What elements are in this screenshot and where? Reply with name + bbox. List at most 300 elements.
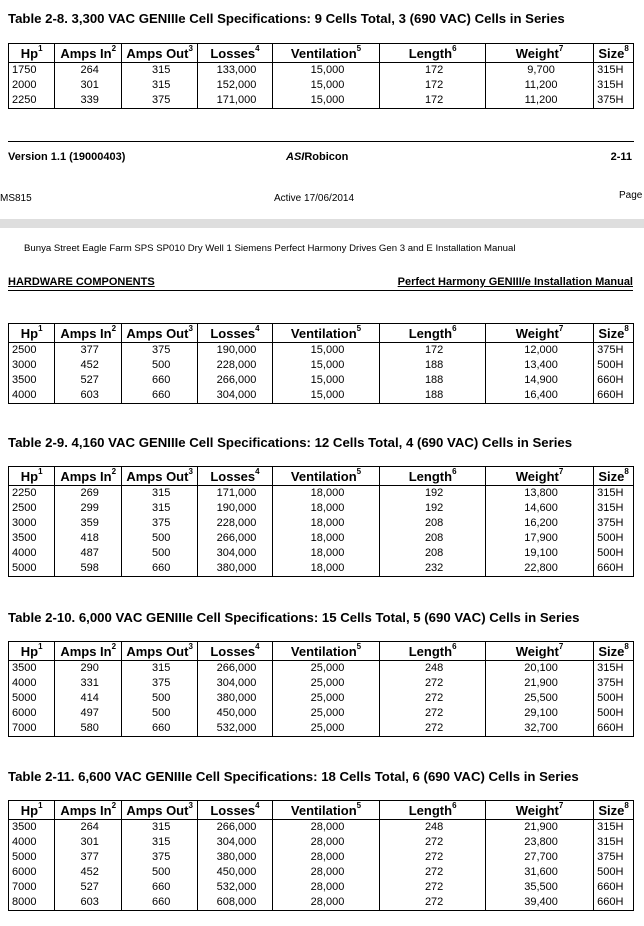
table-cell: 2250: [9, 93, 55, 109]
table-cell: 11,200: [485, 78, 593, 93]
table-cell: 18,000: [272, 531, 380, 546]
table-cell: 500H: [594, 865, 634, 880]
column-header-label: Size: [598, 468, 625, 484]
table-cell: 380,000: [198, 691, 272, 706]
table-row: [9, 516, 634, 531]
column-header-label: Amps Out: [126, 643, 189, 659]
table-cell: 228,000: [198, 358, 272, 373]
table-cell: 5000: [9, 850, 55, 865]
column-header: [122, 467, 198, 486]
table-cell: 660H: [594, 880, 634, 895]
column-header-label: Length: [408, 468, 453, 484]
table-cell: 15,000: [272, 343, 380, 359]
table-cell: 266,000: [198, 373, 272, 388]
column-header: [9, 642, 55, 661]
column-header-label: Hp: [20, 45, 39, 61]
table-cell: 266,000: [198, 820, 272, 836]
table-cell: 375: [122, 516, 198, 531]
table-cell: 16,400: [485, 388, 593, 404]
table-cell: 375H: [594, 676, 634, 691]
table-cell: 272: [380, 865, 486, 880]
footer-rule: [8, 141, 634, 142]
footnote-marker: 6: [452, 800, 457, 810]
column-header-label: Losses: [210, 468, 256, 484]
table-row: [9, 895, 634, 911]
table-cell: 7000: [9, 880, 55, 895]
column-header-label: Amps In: [60, 643, 112, 659]
table-cell: 414: [55, 691, 122, 706]
table-cell: 532,000: [198, 880, 272, 895]
table-cell: 232: [380, 561, 486, 577]
table-2-8: [8, 43, 634, 109]
footnote-marker: 4: [255, 800, 260, 810]
column-header-label: Amps Out: [126, 325, 189, 341]
table-cell: 380,000: [198, 561, 272, 577]
table-row: [9, 721, 634, 737]
table-cell: 375: [122, 93, 198, 109]
footnote-marker: 2: [111, 641, 117, 651]
table-cell: 20,100: [485, 661, 593, 677]
footnote-marker: 6: [452, 323, 457, 333]
table-cell: 315H: [594, 78, 634, 93]
column-header: [594, 642, 634, 661]
table-cell: 272: [380, 835, 486, 850]
table-cell: 172: [380, 93, 486, 109]
column-header: [485, 642, 593, 661]
table-cell: 188: [380, 388, 486, 404]
footnote-marker: 8: [624, 466, 629, 476]
column-header: [122, 44, 198, 63]
column-header-label: Weight: [515, 325, 559, 341]
column-header: [198, 324, 272, 343]
table-cell: 450,000: [198, 706, 272, 721]
table-cell: 208: [380, 546, 486, 561]
table-cell: 660H: [594, 373, 634, 388]
table-cell: 272: [380, 895, 486, 911]
table-cell: 532,000: [198, 721, 272, 737]
footer-brand: [286, 151, 348, 163]
table-cell: 272: [380, 706, 486, 721]
table-row: [9, 850, 634, 865]
table-cell: 17,900: [485, 531, 593, 546]
table-row: [9, 373, 634, 388]
column-header: [594, 467, 634, 486]
footnote-marker: 7: [558, 43, 564, 53]
column-header: [380, 324, 486, 343]
column-header: [9, 801, 55, 820]
table-cell: 5000: [9, 561, 55, 577]
table-cell: 301: [55, 78, 122, 93]
section-heading: HARDWARE COMPONENTS: [8, 276, 155, 288]
table-cell: 22,800: [485, 561, 593, 577]
table-cell: 304,000: [198, 835, 272, 850]
column-header-label: Hp: [20, 643, 39, 659]
table-cell: 487: [55, 546, 122, 561]
table-cell: 266,000: [198, 531, 272, 546]
header-row: [9, 44, 634, 63]
table-cell: 171,000: [198, 486, 272, 502]
table-cell: 660: [122, 721, 198, 737]
table-cell: 2500: [9, 343, 55, 359]
column-header-label: Weight: [515, 643, 559, 659]
column-header-label: Amps In: [60, 325, 112, 341]
table-cell: 28,000: [272, 835, 380, 850]
table-cell: 272: [380, 691, 486, 706]
column-header: [198, 467, 272, 486]
table-cell: 172: [380, 78, 486, 93]
table-cell: 660H: [594, 388, 634, 404]
table-cell: 500: [122, 691, 198, 706]
table-cell: 4000: [9, 676, 55, 691]
column-header-label: Length: [408, 643, 453, 659]
table-2-10-caption: Table 2-10. 6,000 VAC GENIIIe Cell Specifications: 15 Cells Total, 5 (690 VAC) Cells in Series: [8, 610, 580, 625]
footnote-marker: 7: [558, 323, 564, 333]
table-cell: 12,000: [485, 343, 593, 359]
table-2-11-caption: Table 2-11. 6,600 VAC GENIIIe Cell Specifications: 18 Cells Total, 6 (690 VAC) Cells in Series: [8, 769, 579, 784]
table-cell: 28,000: [272, 880, 380, 895]
table-cell: 500: [122, 531, 198, 546]
brand-asi: ASI: [286, 151, 305, 163]
footnote-marker: 7: [558, 800, 564, 810]
table-cell: 8000: [9, 895, 55, 911]
column-header-label: Size: [598, 325, 625, 341]
column-header-label: Ventilation: [290, 325, 357, 341]
header-row: [9, 801, 634, 820]
stamp-page: Page: [619, 190, 643, 201]
table-cell: 32,700: [485, 721, 593, 737]
footnote-marker: 3: [188, 323, 193, 333]
table-cell: 208: [380, 516, 486, 531]
table-row: [9, 531, 634, 546]
table-row: [9, 343, 634, 359]
table-cell: 25,000: [272, 721, 380, 737]
table-cell: 18,000: [272, 516, 380, 531]
column-header: [198, 801, 272, 820]
table-cell: 9,700: [485, 63, 593, 79]
column-header-label: Amps Out: [126, 45, 189, 61]
table-cell: 375H: [594, 93, 634, 109]
table-cell: 299: [55, 501, 122, 516]
table-cell: 29,100: [485, 706, 593, 721]
table-cell: 304,000: [198, 388, 272, 404]
table-cell: 25,000: [272, 691, 380, 706]
table-cell: 315: [122, 78, 198, 93]
table-cell: 3000: [9, 358, 55, 373]
table-cell: 375H: [594, 850, 634, 865]
table-cell: 375: [122, 676, 198, 691]
table-cell: 18,000: [272, 561, 380, 577]
table-cell: 377: [55, 850, 122, 865]
table-cell: 527: [55, 880, 122, 895]
table-row: [9, 561, 634, 577]
table-cell: 375: [122, 850, 198, 865]
table-cell: 301: [55, 835, 122, 850]
table-cell: 452: [55, 358, 122, 373]
table-cell: 497: [55, 706, 122, 721]
column-header: [122, 642, 198, 661]
table-cell: 331: [55, 676, 122, 691]
footnote-marker: 7: [558, 466, 564, 476]
table-cell: 290: [55, 661, 122, 677]
table-row: [9, 388, 634, 404]
table-cell: 315: [122, 820, 198, 836]
footnote-marker: 3: [188, 43, 193, 53]
column-header: [9, 44, 55, 63]
table-row: [9, 676, 634, 691]
table-cell: 4000: [9, 835, 55, 850]
table-cell: 11,200: [485, 93, 593, 109]
column-header: [55, 642, 122, 661]
table-2-8-caption: Table 2-8. 3,300 VAC GENIIIe Cell Specifications: 9 Cells Total, 3 (690 VAC) Cells in Series: [8, 11, 565, 26]
table-cell: 315H: [594, 835, 634, 850]
column-header-label: Losses: [210, 325, 256, 341]
table-cell: 15,000: [272, 373, 380, 388]
table-cell: 315: [122, 661, 198, 677]
footnote-marker: 1: [38, 800, 43, 810]
column-header: [485, 324, 593, 343]
table-cell: 500H: [594, 691, 634, 706]
footnote-marker: 2: [111, 800, 117, 810]
column-header: [55, 467, 122, 486]
footnote-marker: 1: [38, 466, 43, 476]
table-cell: 188: [380, 358, 486, 373]
table-row: [9, 78, 634, 93]
column-header: [594, 801, 634, 820]
table-cell: 25,000: [272, 661, 380, 677]
table-cell: 315: [122, 835, 198, 850]
column-header-label: Amps Out: [126, 468, 189, 484]
table-cell: 13,800: [485, 486, 593, 502]
column-header: [272, 801, 380, 820]
table-cell: 377: [55, 343, 122, 359]
table-cell: 272: [380, 880, 486, 895]
footnote-marker: 8: [624, 43, 629, 53]
table-cell: 28,000: [272, 865, 380, 880]
table-cell: 304,000: [198, 676, 272, 691]
table-cell: 603: [55, 388, 122, 404]
table-cell: 15,000: [272, 78, 380, 93]
table-cell: 172: [380, 63, 486, 79]
table-cell: 450,000: [198, 865, 272, 880]
column-header: [272, 642, 380, 661]
table-row: [9, 486, 634, 502]
table-cell: 192: [380, 501, 486, 516]
table-cell: 660H: [594, 561, 634, 577]
column-header: [380, 801, 486, 820]
table-cell: 27,700: [485, 850, 593, 865]
footnote-marker: 4: [255, 641, 260, 651]
table-cell: 248: [380, 820, 486, 836]
footnote-marker: 5: [356, 43, 362, 53]
table-cell: 608,000: [198, 895, 272, 911]
table-cell: 25,500: [485, 691, 593, 706]
header-row: [9, 467, 634, 486]
table-cell: 660: [122, 561, 198, 577]
column-header: [594, 44, 634, 63]
footnote-marker: 1: [38, 323, 43, 333]
table-row: [9, 706, 634, 721]
table-2-9: [8, 466, 634, 577]
column-header: [9, 467, 55, 486]
column-header: [380, 44, 486, 63]
table-cell: 375H: [594, 516, 634, 531]
column-header-label: Losses: [210, 643, 256, 659]
table-cell: 15,000: [272, 63, 380, 79]
table-cell: 14,600: [485, 501, 593, 516]
footnote-marker: 6: [452, 466, 457, 476]
table-cell: 31,600: [485, 865, 593, 880]
column-header-label: Length: [408, 45, 453, 61]
table-cell: 208: [380, 531, 486, 546]
table-2-10: [8, 641, 634, 737]
footnote-marker: 3: [188, 641, 193, 651]
table-cell: 192: [380, 486, 486, 502]
table-cell: 18,000: [272, 486, 380, 502]
table-cell: 15,000: [272, 358, 380, 373]
column-header: [55, 801, 122, 820]
table-cell: 4000: [9, 546, 55, 561]
table-row: [9, 546, 634, 561]
table-cell: 418: [55, 531, 122, 546]
table-cell: 14,900: [485, 373, 593, 388]
table-cell: 660: [122, 895, 198, 911]
footnote-marker: 7: [558, 641, 564, 651]
table-cell: 580: [55, 721, 122, 737]
table-cell: 315: [122, 63, 198, 79]
table-row: [9, 358, 634, 373]
table-cell: 19,100: [485, 546, 593, 561]
column-header: [594, 324, 634, 343]
footnote-marker: 8: [624, 800, 629, 810]
table-cell: 171,000: [198, 93, 272, 109]
table-cell: 315H: [594, 820, 634, 836]
table-cell: 28,000: [272, 895, 380, 911]
table-cell: 500H: [594, 706, 634, 721]
table-cell: 23,800: [485, 835, 593, 850]
table-cell: 598: [55, 561, 122, 577]
manual-heading: Perfect Harmony GENIII/e Installation Manual: [397, 276, 633, 288]
table-cell: 7000: [9, 721, 55, 737]
table-row: [9, 820, 634, 836]
footnote-marker: 4: [255, 323, 260, 333]
table-row: [9, 661, 634, 677]
table-cell: 15,000: [272, 93, 380, 109]
table-cell: 248: [380, 661, 486, 677]
stamp-active-date: Active 17/06/2014: [274, 193, 355, 204]
table-cell: 25,000: [272, 676, 380, 691]
footnote-marker: 5: [356, 800, 362, 810]
table-cell: 3000: [9, 516, 55, 531]
footnote-marker: 8: [624, 641, 629, 651]
table-cell: 3500: [9, 373, 55, 388]
table-cell: 25,000: [272, 706, 380, 721]
table-cell: 18,000: [272, 501, 380, 516]
footnote-marker: 5: [356, 323, 362, 333]
table-cell: 500: [122, 706, 198, 721]
column-header-label: Losses: [210, 45, 256, 61]
table-cell: 1750: [9, 63, 55, 79]
table-cell: 660H: [594, 895, 634, 911]
column-header: [55, 44, 122, 63]
table-cell: 13,400: [485, 358, 593, 373]
footnote-marker: 5: [356, 641, 362, 651]
table-cell: 380,000: [198, 850, 272, 865]
column-header: [122, 801, 198, 820]
table-cell: 315H: [594, 486, 634, 502]
table-cell: 133,000: [198, 63, 272, 79]
table-cell: 190,000: [198, 501, 272, 516]
column-header: [272, 324, 380, 343]
column-header-label: Weight: [515, 45, 559, 61]
table-cell: 315: [122, 486, 198, 502]
column-header: [198, 44, 272, 63]
column-header: [485, 801, 593, 820]
table-cell: 315H: [594, 63, 634, 79]
footnote-marker: 8: [624, 323, 629, 333]
table-cell: 28,000: [272, 820, 380, 836]
table-cell: 28,000: [272, 850, 380, 865]
table-cell: 4000: [9, 388, 55, 404]
table-cell: 35,500: [485, 880, 593, 895]
footnote-marker: 1: [38, 641, 43, 651]
column-header-label: Hp: [20, 325, 39, 341]
table-cell: 500: [122, 546, 198, 561]
footer-version: Version 1.1 (19000403): [8, 151, 126, 163]
column-header-label: Amps In: [60, 45, 112, 61]
table-cell: 375: [122, 343, 198, 359]
footnote-marker: 2: [111, 466, 117, 476]
table-cell: 500H: [594, 546, 634, 561]
table-cell: 660H: [594, 721, 634, 737]
table-cell: 500: [122, 358, 198, 373]
table-cell: 660: [122, 880, 198, 895]
table-cell: 6000: [9, 865, 55, 880]
table-cell: 266,000: [198, 661, 272, 677]
table-cell: 2000: [9, 78, 55, 93]
footnote-marker: 4: [255, 43, 260, 53]
table-2-8-continued: [8, 323, 634, 404]
table-cell: 18,000: [272, 546, 380, 561]
table-cell: 15,000: [272, 388, 380, 404]
column-header-label: Losses: [210, 802, 256, 818]
footnote-marker: 4: [255, 466, 260, 476]
column-header: [380, 642, 486, 661]
table-cell: 315: [122, 501, 198, 516]
column-header: [485, 44, 593, 63]
table-row: [9, 501, 634, 516]
column-header: [380, 467, 486, 486]
footnote-marker: 5: [356, 466, 362, 476]
table-cell: 315H: [594, 661, 634, 677]
footnote-marker: 6: [452, 43, 457, 53]
column-header: [122, 324, 198, 343]
table-cell: 2500: [9, 501, 55, 516]
stamp-doc-id: MS815: [0, 193, 32, 204]
table-cell: 5000: [9, 691, 55, 706]
table-cell: 39,400: [485, 895, 593, 911]
column-header-label: Size: [598, 802, 625, 818]
table-cell: 6000: [9, 706, 55, 721]
column-header-label: Ventilation: [290, 45, 357, 61]
table-cell: 315H: [594, 501, 634, 516]
column-header-label: Weight: [515, 802, 559, 818]
column-header-label: Amps In: [60, 802, 112, 818]
table-2-9-caption: Table 2-9. 4,160 VAC GENIIIe Cell Specifications: 12 Cells Total, 4 (690 VAC) Cells in Series: [8, 435, 573, 450]
column-header: [9, 324, 55, 343]
table-cell: 152,000: [198, 78, 272, 93]
column-header-label: Length: [408, 325, 453, 341]
table-cell: 660: [122, 373, 198, 388]
